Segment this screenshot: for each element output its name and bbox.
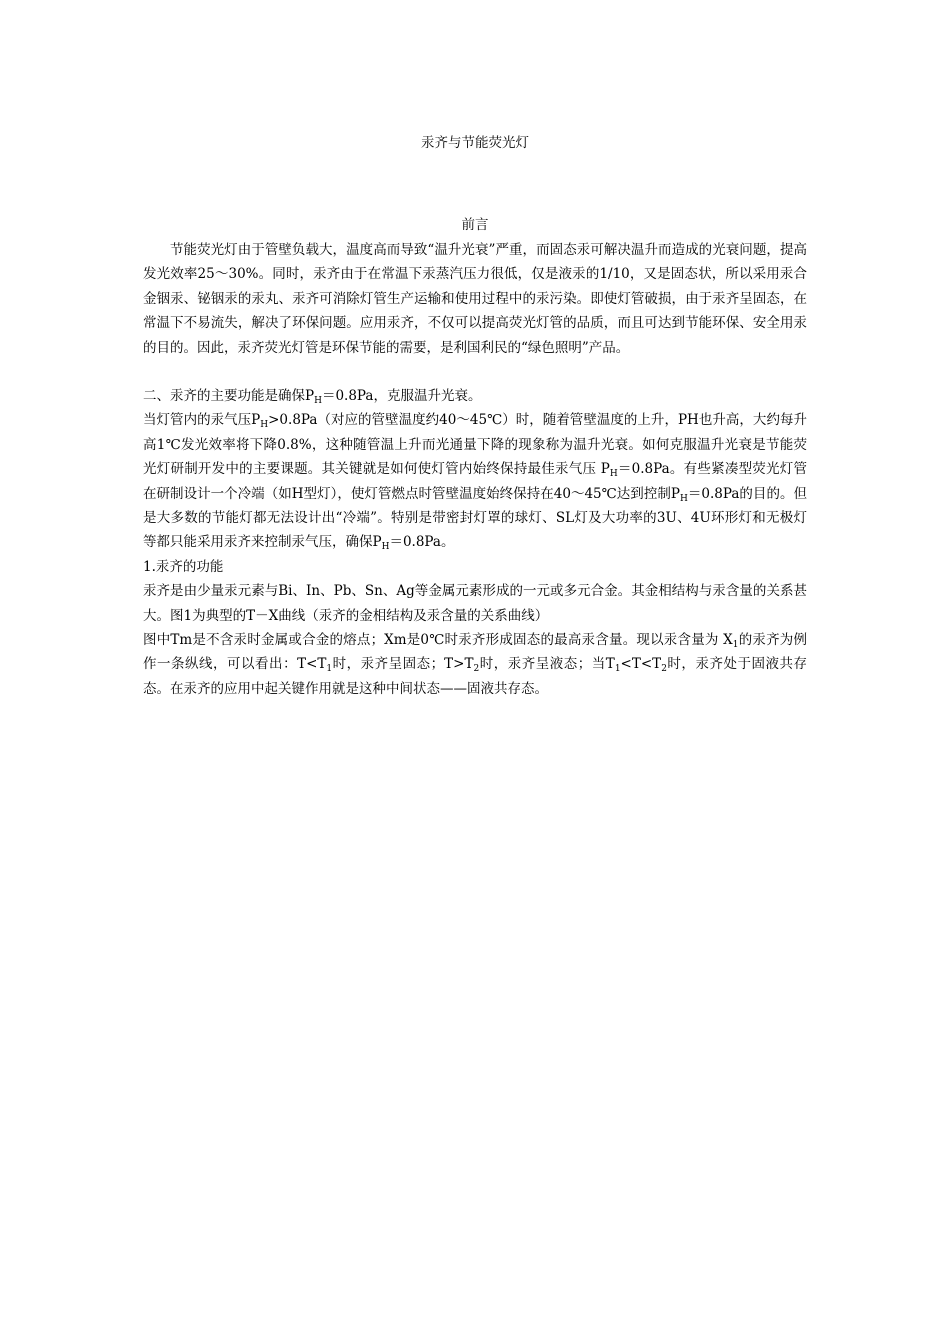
section-two-paragraph: 当灯管内的汞气压$P_H>0.8Pa$（对应的管壁温度约40～45℃）时，随着管壁温度的上升，PH也升高，大约每升高1℃发光效率将下降0.8%，这种随管温上升而光通量下降的现象称为温升光衰。如何克服温升光衰是节能荧光灯研制开发中的主要课题。其关键就是如何使灯管内始终保持最佳汞气压 $P_H=0.8Pa$。有些紧凑型荧光灯管在研制设计一个冷端（如H型灯），使灯管燃点时管壁温度始终保持在40～45℃达到控制$P_H=0.8Pa$的目的。但是大多数的节能灯都无法设计出“冷端”。特别是带密封灯罩的球灯、SL灯及大功率的3U、4U环形灯和无极灯等都只能采用汞齐来控制汞气压，确保$P_H=0.8Pa$。: [143, 412, 808, 553]
section-two: [143, 384, 807, 701]
preface-section: [143, 238, 807, 360]
amalgam-composition-paragraph: 汞齐是由少量汞元素与Bi、In、Pb、Sn、Ag等金属元素形成的一元或多元合金。其金相结构与汞含量的关系甚大。图1为典型的T－X曲线（汞齐的金相结构及汞含量的关系曲线）: [143, 583, 807, 624]
subsection-heading: 1.汞齐的功能: [143, 558, 224, 575]
tx-curve-paragraph: 图中Tm是不含汞时金属或合金的熔点；Xm是0℃时汞齐形成固态的最高汞含量。现以汞含量为 $X_1$的汞齐为例作一条纵线，可以看出：$T<T_1$时，汞齐呈固态；$T>T_2$时，汞齐呈液态；当$T_1<T<T_2$时，汞齐处于固液共存态。在汞齐的应用中起关键作用就是这种中间状态——固液共存态。: [143, 632, 808, 697]
preface-paragraph: 节能荧光灯由于管壁负载大，温度高而导致“温升光衰”严重，而固态汞可解决温升而造成的光衰问题，提高发光效率25～30%。同时，汞齐由于在常温下汞蒸汽压力很低，仅是液汞的1/10，又是固态状，所以采用汞合金铟汞、铋铟汞的汞丸、汞齐可消除灯管生产运输和使用过程中的汞污染。即使灯管破损，由于汞齐呈固态，在常温下不易流失，解决了环保问题。应用汞齐，不仅可以提高荧光灯管的品质，而且可达到节能环保、安全用汞的目的。因此，汞齐荧光灯管是环保节能的需要，是利国利民的“绿色照明”产品。: [143, 242, 807, 356]
page-title: 汞齐与节能荧光灯: [421, 135, 529, 151]
section-two-heading: 二、汞齐的主要功能是确保$P_H=0.8Pa$，克服温升光衰。: [143, 388, 482, 406]
preface-heading: 前言: [461, 217, 489, 233]
